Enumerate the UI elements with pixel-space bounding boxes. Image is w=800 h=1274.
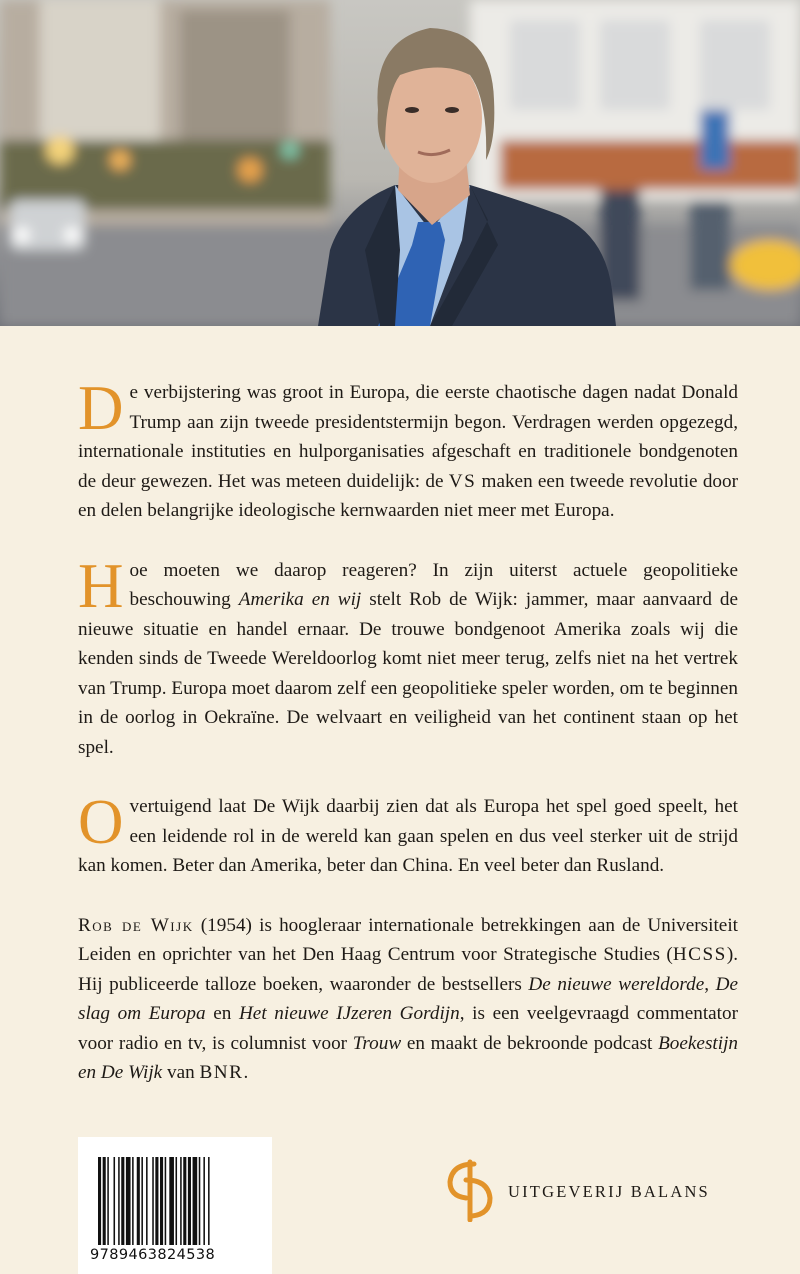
text-segment: VS — [448, 470, 477, 492]
isbn-number: 9789463824538 — [90, 1247, 216, 1263]
newspaper-name: Trouw — [352, 1032, 402, 1054]
author-name: Rob de Wijk — [78, 914, 194, 936]
text-segment: vertuigend laat De Wijk daarbij zien dat als Europa het spel goed speelt, het een leidende rol in de wereld kan gaan spelen en dus veel sterker uit de strijd kan komen. Beter dan Amerika, beter dan China. En veel beter dan Rusland. — [78, 796, 738, 876]
text-segment: van — [162, 1062, 200, 1083]
book-title: De slag om Europa — [78, 973, 738, 1024]
balans-logo-icon — [440, 1158, 500, 1222]
blurb-paragraph — [78, 373, 738, 526]
barcode-panel — [78, 1137, 272, 1274]
book-title: Het nieuwe IJzeren Gordijn — [238, 1003, 460, 1024]
text-segment: en maakt de bekroonde podcast — [401, 1032, 659, 1054]
text-segment: maken een tweede revolutie door en delen belangrijke ideologische kernwaarden niet meer met Europa. — [78, 470, 738, 521]
text-segment: , — [704, 973, 716, 995]
text-segment: stelt Rob de Wijk: jammer, maar aanvaard de nieuwe situatie en handel ernaar. De trouwe bondgenoot Amerika zoals wij die kenden sinds de Tweede Wereldoorlog komt niet meer terug, zelfs niet na het vertrek van Trump. Europa moet daarom zelf een geopolitieke speler worden, om te beginnen in de oorlog in Oekraïne. De welvaart en veiligheid van het continent staan op het spel. — [78, 589, 738, 758]
publisher-name: UITGEVERIJ BALANS — [508, 1182, 710, 1201]
text-segment: ). Hij publiceerde talloze boeken, waaronder de bestsellers — [78, 944, 738, 995]
blurb-paragraph — [78, 550, 738, 763]
author-photo-illustration — [0, 0, 800, 326]
drop-cap: D — [78, 373, 124, 443]
drop-cap: H — [78, 550, 124, 621]
text-segment: (1954) is hoogleraar internationale betrekkingen aan de Universiteit Leiden en oprichter van het Den Haag Centrum voor Strategische Studies ( — [78, 914, 738, 965]
podcast-name: Boekestijn en De Wijk — [78, 1032, 738, 1083]
back-cover-text — [78, 373, 738, 1118]
text-segment: , is een veelgevraagd commentator voor radio en tv, is columnist voor — [78, 1003, 738, 1054]
author-photo — [0, 0, 800, 326]
book-title: Amerika en wij — [238, 589, 362, 610]
blurb-paragraph — [78, 787, 738, 881]
text-segment: HCSS — [672, 944, 727, 965]
text-segment: oe moeten we daarop reageren? In zijn uiterst actuele geopolitieke beschouwing — [129, 559, 738, 610]
text-segment: e verbijstering was groot in Europa, die eerste chaotische dagen nadat Donald Trump aan zijn tweede presidentstermijn begon. Verdragen werden opgezegd, internationale instituties en hulporganisaties afgeschaft en traditionele bondgenoten de deur gewezen. Het was meteen duidelijk: de — [78, 382, 738, 492]
text-segment: . — [243, 1062, 249, 1083]
author-bio — [78, 911, 738, 1088]
text-segment: BNR — [199, 1062, 244, 1083]
drop-cap: O — [78, 787, 124, 857]
text-segment: en — [205, 1003, 239, 1024]
barcode-icon — [98, 1157, 252, 1245]
book-title: De nieuwe wereldorde — [528, 973, 705, 995]
